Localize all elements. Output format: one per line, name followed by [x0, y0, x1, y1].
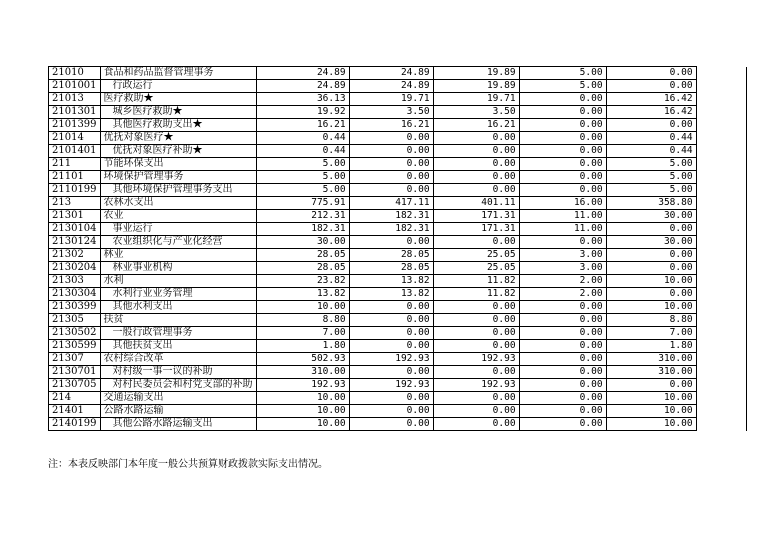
- item-code-cell: 2130104: [49, 223, 101, 236]
- table-row: [49, 210, 747, 223]
- amount-cell: 0.00: [606, 262, 696, 275]
- item-code-cell: 2110199: [49, 184, 101, 197]
- amount-cell: 16.42: [606, 106, 696, 119]
- item-code-cell: 21014: [49, 132, 101, 145]
- item-code-cell: 2130399: [49, 301, 101, 314]
- table-row: [49, 249, 747, 262]
- amount-cell: 36.13: [256, 93, 349, 106]
- amount-cell: 417.11: [349, 197, 433, 210]
- blank-cell: [696, 119, 746, 132]
- amount-cell: 10.00: [256, 405, 349, 418]
- amount-cell: 0.00: [519, 340, 606, 353]
- amount-cell: 0.00: [519, 418, 606, 431]
- amount-cell: 10.00: [606, 405, 696, 418]
- amount-cell: 5.00: [606, 184, 696, 197]
- amount-cell: 0.00: [606, 288, 696, 301]
- amount-cell: 0.00: [349, 366, 433, 379]
- item-code-cell: 2130304: [49, 288, 101, 301]
- amount-cell: 5.00: [606, 158, 696, 171]
- amount-cell: 24.89: [349, 67, 433, 80]
- table-row: [49, 223, 747, 236]
- item-name-cell: 农林水支出: [100, 197, 256, 210]
- table-row: [49, 119, 747, 132]
- blank-cell: [696, 288, 746, 301]
- amount-cell: 0.00: [433, 405, 519, 418]
- amount-cell: 11.00: [519, 210, 606, 223]
- amount-cell: 2.00: [519, 288, 606, 301]
- blank-cell: [696, 327, 746, 340]
- amount-cell: 182.31: [349, 210, 433, 223]
- item-code-cell: 2130705: [49, 379, 101, 392]
- amount-cell: 5.00: [519, 80, 606, 93]
- amount-cell: 5.00: [519, 67, 606, 80]
- amount-cell: 192.93: [433, 353, 519, 366]
- item-name-cell: 林业: [100, 249, 256, 262]
- amount-cell: 16.42: [606, 93, 696, 106]
- item-code-cell: 2130204: [49, 262, 101, 275]
- amount-cell: 0.00: [606, 379, 696, 392]
- item-name-cell: 医疗救助★: [100, 93, 256, 106]
- item-code-cell: 2130124: [49, 236, 101, 249]
- amount-cell: 0.00: [519, 353, 606, 366]
- item-name-cell: 交通运输支出: [100, 392, 256, 405]
- amount-cell: 19.89: [433, 67, 519, 80]
- item-code-cell: 2101399: [49, 119, 101, 132]
- amount-cell: 3.50: [349, 106, 433, 119]
- amount-cell: 0.00: [349, 301, 433, 314]
- amount-cell: 0.44: [256, 145, 349, 158]
- amount-cell: 0.00: [606, 119, 696, 132]
- blank-cell: [696, 366, 746, 379]
- amount-cell: 0.00: [519, 132, 606, 145]
- blank-cell: [696, 418, 746, 431]
- amount-cell: 0.00: [519, 301, 606, 314]
- amount-cell: 19.89: [433, 80, 519, 93]
- amount-cell: 0.00: [519, 119, 606, 132]
- item-name-cell: 对村民委员会和村党支部的补助: [100, 379, 256, 392]
- amount-cell: 3.00: [519, 262, 606, 275]
- amount-cell: 24.89: [349, 80, 433, 93]
- blank-cell: [696, 392, 746, 405]
- item-name-cell: 节能环保支出: [100, 158, 256, 171]
- table-row: [49, 93, 747, 106]
- amount-cell: 0.00: [433, 327, 519, 340]
- amount-cell: 0.00: [349, 132, 433, 145]
- item-name-cell: 农村综合改革: [100, 353, 256, 366]
- amount-cell: 16.21: [256, 119, 349, 132]
- table-row: [49, 288, 747, 301]
- amount-cell: 0.00: [606, 249, 696, 262]
- table-body: [49, 67, 747, 431]
- blank-cell: [696, 379, 746, 392]
- item-name-cell: 事业运行: [100, 223, 256, 236]
- blank-cell: [696, 249, 746, 262]
- amount-cell: 310.00: [606, 366, 696, 379]
- table-footnote: 注：本表反映部门本年度一般公共预算财政拨款实际支出情况。: [48, 459, 328, 470]
- item-name-cell: 环境保护管理事务: [100, 171, 256, 184]
- amount-cell: 0.00: [433, 236, 519, 249]
- amount-cell: 24.89: [256, 80, 349, 93]
- table-row: [49, 392, 747, 405]
- item-code-cell: 21013: [49, 93, 101, 106]
- amount-cell: 8.80: [606, 314, 696, 327]
- item-code-cell: 21307: [49, 353, 101, 366]
- table-row: [49, 158, 747, 171]
- item-name-cell: 水利: [100, 275, 256, 288]
- amount-cell: 28.05: [256, 262, 349, 275]
- item-name-cell: 林业事业机构: [100, 262, 256, 275]
- amount-cell: 0.00: [433, 366, 519, 379]
- item-name-cell: 其他扶贫支出: [100, 340, 256, 353]
- amount-cell: 0.00: [519, 145, 606, 158]
- amount-cell: 0.00: [433, 314, 519, 327]
- amount-cell: 0.00: [433, 132, 519, 145]
- item-name-cell: 农业组织化与产业化经营: [100, 236, 256, 249]
- blank-cell: [696, 236, 746, 249]
- amount-cell: 30.00: [256, 236, 349, 249]
- amount-cell: 0.00: [349, 340, 433, 353]
- item-code-cell: 211: [49, 158, 101, 171]
- amount-cell: 192.93: [433, 379, 519, 392]
- amount-cell: 28.05: [256, 249, 349, 262]
- amount-cell: 0.00: [519, 184, 606, 197]
- item-name-cell: 城乡医疗救助★: [100, 106, 256, 119]
- amount-cell: 13.82: [256, 288, 349, 301]
- blank-cell: [696, 405, 746, 418]
- amount-cell: 0.00: [349, 145, 433, 158]
- table-row: [49, 67, 747, 80]
- amount-cell: 19.71: [349, 93, 433, 106]
- amount-cell: 11.82: [433, 275, 519, 288]
- amount-cell: 11.82: [433, 288, 519, 301]
- amount-cell: 7.00: [256, 327, 349, 340]
- amount-cell: 13.82: [349, 275, 433, 288]
- amount-cell: 5.00: [256, 171, 349, 184]
- expenditure-table: [48, 66, 747, 431]
- amount-cell: 0.00: [519, 379, 606, 392]
- amount-cell: 0.00: [519, 392, 606, 405]
- item-code-cell: 2101001: [49, 80, 101, 93]
- item-name-cell: 对村级一事一议的补助: [100, 366, 256, 379]
- amount-cell: 0.00: [519, 93, 606, 106]
- amount-cell: 310.00: [256, 366, 349, 379]
- table-row: [49, 80, 747, 93]
- blank-cell: [696, 132, 746, 145]
- blank-cell: [696, 275, 746, 288]
- amount-cell: 182.31: [256, 223, 349, 236]
- item-name-cell: 其他水利支出: [100, 301, 256, 314]
- amount-cell: 5.00: [606, 171, 696, 184]
- amount-cell: 0.00: [433, 158, 519, 171]
- item-code-cell: 21305: [49, 314, 101, 327]
- blank-cell: [696, 93, 746, 106]
- amount-cell: 0.00: [349, 158, 433, 171]
- table-row: [49, 405, 747, 418]
- item-code-cell: 21301: [49, 210, 101, 223]
- amount-cell: 28.05: [349, 262, 433, 275]
- amount-cell: 0.00: [519, 106, 606, 119]
- amount-cell: 5.00: [256, 184, 349, 197]
- table-row: [49, 340, 747, 353]
- amount-cell: 24.89: [256, 67, 349, 80]
- table-row: [49, 262, 747, 275]
- blank-cell: [696, 67, 746, 80]
- amount-cell: 0.00: [433, 184, 519, 197]
- item-code-cell: 213: [49, 197, 101, 210]
- table-row: [49, 145, 747, 158]
- amount-cell: 192.93: [349, 353, 433, 366]
- amount-cell: 0.44: [606, 132, 696, 145]
- item-code-cell: 21303: [49, 275, 101, 288]
- amount-cell: 0.00: [349, 418, 433, 431]
- item-code-cell: 2101401: [49, 145, 101, 158]
- item-name-cell: 其他医疗救助支出★: [100, 119, 256, 132]
- item-code-cell: 2130502: [49, 327, 101, 340]
- amount-cell: 0.00: [349, 171, 433, 184]
- table-row: [49, 106, 747, 119]
- amount-cell: 8.80: [256, 314, 349, 327]
- table-row: [49, 327, 747, 340]
- table-row: [49, 418, 747, 431]
- amount-cell: 3.00: [519, 249, 606, 262]
- amount-cell: 19.92: [256, 106, 349, 119]
- amount-cell: 0.00: [433, 392, 519, 405]
- table-row: [49, 301, 747, 314]
- amount-cell: 0.00: [349, 405, 433, 418]
- blank-cell: [696, 340, 746, 353]
- table-row: [49, 366, 747, 379]
- blank-cell: [696, 158, 746, 171]
- table-row: [49, 379, 747, 392]
- item-code-cell: 2130701: [49, 366, 101, 379]
- amount-cell: 28.05: [349, 249, 433, 262]
- item-code-cell: 2101301: [49, 106, 101, 119]
- blank-cell: [696, 106, 746, 119]
- amount-cell: 10.00: [256, 418, 349, 431]
- table-row: [49, 236, 747, 249]
- table-row: [49, 132, 747, 145]
- amount-cell: 16.00: [519, 197, 606, 210]
- amount-cell: 10.00: [606, 418, 696, 431]
- amount-cell: 192.93: [349, 379, 433, 392]
- item-code-cell: 2140199: [49, 418, 101, 431]
- blank-cell: [696, 197, 746, 210]
- amount-cell: 30.00: [606, 210, 696, 223]
- amount-cell: 171.31: [433, 223, 519, 236]
- amount-cell: 16.21: [433, 119, 519, 132]
- item-name-cell: 一般行政管理事务: [100, 327, 256, 340]
- amount-cell: 401.11: [433, 197, 519, 210]
- amount-cell: 0.00: [606, 223, 696, 236]
- blank-cell: [696, 262, 746, 275]
- blank-cell: [696, 301, 746, 314]
- amount-cell: 25.05: [433, 249, 519, 262]
- amount-cell: 0.00: [433, 145, 519, 158]
- amount-cell: 13.82: [349, 288, 433, 301]
- item-name-cell: 其他环境保护管理事务支出: [100, 184, 256, 197]
- item-name-cell: 食品和药品监督管理事务: [100, 67, 256, 80]
- item-code-cell: 21010: [49, 67, 101, 80]
- item-name-cell: 农业: [100, 210, 256, 223]
- amount-cell: 0.00: [349, 236, 433, 249]
- amount-cell: 10.00: [256, 392, 349, 405]
- amount-cell: 310.00: [606, 353, 696, 366]
- amount-cell: 212.31: [256, 210, 349, 223]
- amount-cell: 7.00: [606, 327, 696, 340]
- amount-cell: 0.00: [433, 340, 519, 353]
- amount-cell: 1.80: [256, 340, 349, 353]
- amount-cell: 23.82: [256, 275, 349, 288]
- amount-cell: 10.00: [606, 275, 696, 288]
- blank-cell: [696, 223, 746, 236]
- amount-cell: 0.00: [519, 327, 606, 340]
- amount-cell: 358.80: [606, 197, 696, 210]
- amount-cell: 5.00: [256, 158, 349, 171]
- amount-cell: 19.71: [433, 93, 519, 106]
- amount-cell: 0.00: [519, 158, 606, 171]
- table-row: [49, 314, 747, 327]
- amount-cell: 775.91: [256, 197, 349, 210]
- item-name-cell: 水利行业业务管理: [100, 288, 256, 301]
- amount-cell: 2.00: [519, 275, 606, 288]
- blank-cell: [696, 353, 746, 366]
- amount-cell: 10.00: [606, 301, 696, 314]
- amount-cell: 0.00: [349, 314, 433, 327]
- item-name-cell: 其他公路水路运输支出: [100, 418, 256, 431]
- item-name-cell: 扶贫: [100, 314, 256, 327]
- blank-cell: [696, 171, 746, 184]
- blank-cell: [696, 80, 746, 93]
- amount-cell: 1.80: [606, 340, 696, 353]
- item-code-cell: 21101: [49, 171, 101, 184]
- amount-cell: 502.93: [256, 353, 349, 366]
- item-name-cell: 行政运行: [100, 80, 256, 93]
- item-code-cell: 214: [49, 392, 101, 405]
- amount-cell: 30.00: [606, 236, 696, 249]
- amount-cell: 0.00: [519, 314, 606, 327]
- amount-cell: 182.31: [349, 223, 433, 236]
- amount-cell: 10.00: [606, 392, 696, 405]
- amount-cell: 0.00: [433, 301, 519, 314]
- blank-cell: [696, 210, 746, 223]
- amount-cell: 171.31: [433, 210, 519, 223]
- amount-cell: 0.44: [256, 132, 349, 145]
- amount-cell: 16.21: [349, 119, 433, 132]
- item-code-cell: 21401: [49, 405, 101, 418]
- amount-cell: 0.00: [349, 327, 433, 340]
- amount-cell: 0.00: [519, 366, 606, 379]
- blank-cell: [696, 145, 746, 158]
- amount-cell: 0.00: [349, 392, 433, 405]
- amount-cell: 0.00: [433, 418, 519, 431]
- amount-cell: 0.00: [433, 171, 519, 184]
- item-name-cell: 公路水路运输: [100, 405, 256, 418]
- table-row: [49, 184, 747, 197]
- amount-cell: 11.00: [519, 223, 606, 236]
- amount-cell: 0.00: [519, 236, 606, 249]
- amount-cell: 10.00: [256, 301, 349, 314]
- amount-cell: 0.00: [519, 171, 606, 184]
- amount-cell: 0.00: [606, 80, 696, 93]
- item-name-cell: 优抚对象医疗补助★: [100, 145, 256, 158]
- item-code-cell: 2130599: [49, 340, 101, 353]
- item-code-cell: 21302: [49, 249, 101, 262]
- amount-cell: 0.44: [606, 145, 696, 158]
- amount-cell: 192.93: [256, 379, 349, 392]
- amount-cell: 0.00: [349, 184, 433, 197]
- table-row: [49, 353, 747, 366]
- amount-cell: 25.05: [433, 262, 519, 275]
- table-row: [49, 171, 747, 184]
- blank-cell: [696, 184, 746, 197]
- amount-cell: 3.50: [433, 106, 519, 119]
- item-name-cell: 优抚对象医疗★: [100, 132, 256, 145]
- amount-cell: 0.00: [606, 67, 696, 80]
- table-row: [49, 275, 747, 288]
- table-row: [49, 197, 747, 210]
- blank-cell: [696, 314, 746, 327]
- amount-cell: 0.00: [519, 405, 606, 418]
